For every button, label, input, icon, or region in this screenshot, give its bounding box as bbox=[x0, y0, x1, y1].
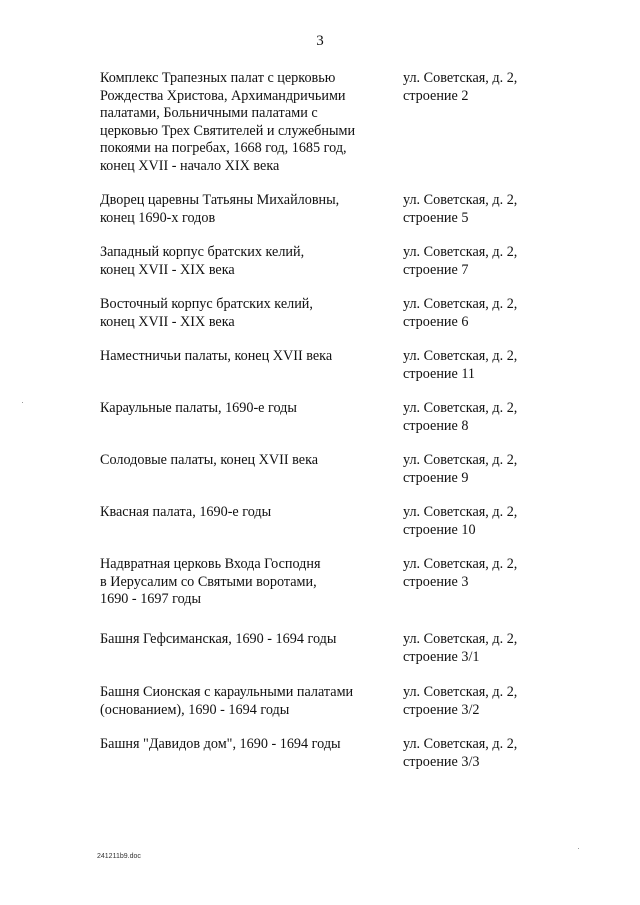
monument-list bbox=[100, 70, 540, 776]
monument-name: Караульные палаты, 1690-е годы bbox=[100, 400, 297, 416]
monument-name: Дворец царевны Татьяны Михайловны, конец 1690-х годов bbox=[100, 192, 340, 226]
monument-name: Башня Гефсиманская, 1690 - 1694 годы bbox=[100, 631, 337, 647]
scan-speck bbox=[578, 848, 579, 849]
monument-address: ул. Советская, д. 2, строение 7 bbox=[403, 244, 518, 278]
monument-address: ул. Советская, д. 2, строение 11 bbox=[403, 348, 518, 382]
list-item bbox=[100, 504, 540, 556]
page-number: 3 bbox=[316, 33, 324, 49]
monument-address: ул. Советская, д. 2, строение 9 bbox=[403, 452, 518, 486]
monument-address: ул. Советская, д. 2, строение 3/2 bbox=[403, 684, 518, 718]
document-filename: 241211b9.doc bbox=[97, 853, 141, 860]
monument-address: ул. Советская, д. 2, строение 2 bbox=[403, 70, 518, 104]
list-item bbox=[100, 452, 540, 504]
monument-name: Восточный корпус братских келий, конец XVII - XIX века bbox=[100, 296, 313, 330]
monument-name: Башня Сионская с караульными палатами (основанием), 1690 - 1694 годы bbox=[100, 684, 354, 718]
monument-name: Комплекс Трапезных палат с церковью Рождества Христова, Архимандричьими палатами, Больничными палатами с церковью Трех Святителей и служебными покоями на погребах, 1668 год, 1685 год, конец XVII - начало XIX века bbox=[100, 70, 356, 174]
monument-name: Надвратная церковь Входа Господня в Иерусалим со Святыми воротами, 1690 - 1697 годы bbox=[100, 556, 321, 607]
scan-speck bbox=[22, 402, 23, 403]
monument-address: ул. Советская, д. 2, строение 8 bbox=[403, 400, 518, 434]
monument-name: Наместничьи палаты, конец XVII века bbox=[100, 348, 333, 364]
monument-name: Западный корпус братских келий, конец XVII - XIX века bbox=[100, 244, 305, 278]
list-item bbox=[100, 631, 540, 684]
monument-address: ул. Советская, д. 2, строение 10 bbox=[403, 504, 518, 538]
monument-address: ул. Советская, д. 2, строение 3/1 bbox=[403, 631, 518, 665]
list-item bbox=[100, 244, 540, 296]
monument-name: Солодовые палаты, конец XVII века bbox=[100, 452, 319, 468]
monument-address: ул. Советская, д. 2, строение 3/3 bbox=[403, 736, 518, 770]
monument-name: Квасная палата, 1690-е годы bbox=[100, 504, 272, 520]
monument-address: ул. Советская, д. 2, строение 5 bbox=[403, 192, 518, 226]
list-item bbox=[100, 556, 540, 631]
list-item bbox=[100, 192, 540, 244]
list-item bbox=[100, 70, 540, 192]
list-item bbox=[100, 296, 540, 348]
monument-address: ул. Советская, д. 2, строение 6 bbox=[403, 296, 518, 330]
list-item bbox=[100, 400, 540, 452]
list-item bbox=[100, 348, 540, 400]
list-item bbox=[100, 684, 540, 736]
list-item bbox=[100, 736, 540, 776]
monument-name: Башня "Давидов дом", 1690 - 1694 годы bbox=[100, 736, 341, 752]
monument-address: ул. Советская, д. 2, строение 3 bbox=[403, 556, 518, 590]
